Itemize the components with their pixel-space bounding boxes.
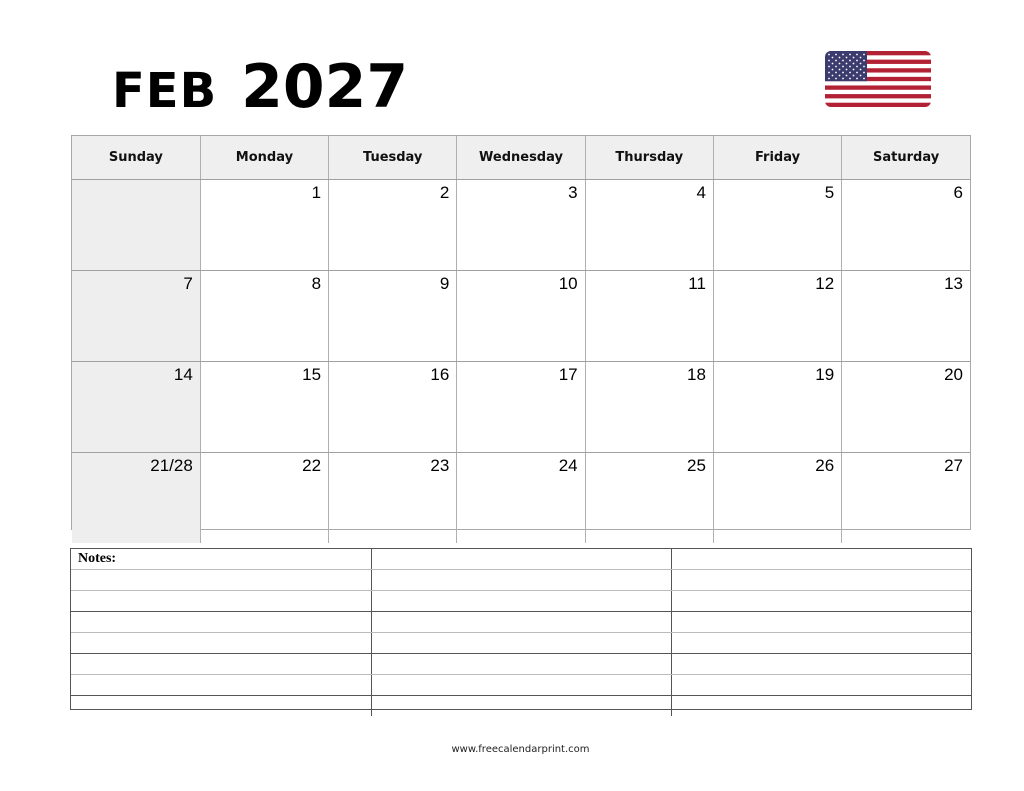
notes-line — [671, 654, 971, 675]
notes-line — [671, 696, 971, 717]
notes-line — [671, 633, 971, 654]
day-cell: 27 — [944, 456, 963, 475]
weekday-header-thursday: Thursday — [585, 136, 713, 180]
month-label: FEB — [112, 63, 218, 119]
weekday-header-wednesday: Wednesday — [457, 136, 585, 180]
notes-line — [671, 675, 971, 696]
year-label: 2027 — [241, 52, 409, 122]
day-cell: 24 — [457, 453, 585, 544]
notes-line — [671, 591, 971, 612]
weekday-header-row — [72, 136, 970, 180]
day-cell: 21/28 — [72, 453, 200, 544]
notes-label: Notes: — [71, 549, 371, 570]
notes-line — [671, 570, 971, 591]
notes-line — [371, 612, 671, 633]
week-row — [72, 180, 970, 271]
weekday-header-monday: Monday — [200, 136, 328, 180]
day-cell: 8 — [200, 271, 328, 362]
us-flag-icon — [825, 51, 931, 107]
day-cell: 16 — [329, 362, 457, 453]
notes-line — [71, 675, 371, 696]
weekday-header-friday: Friday — [713, 136, 841, 180]
notes-line — [371, 633, 671, 654]
notes-line — [671, 612, 971, 633]
notes-line — [371, 654, 671, 675]
day-cell: 23 — [329, 453, 457, 544]
notes-line — [71, 696, 371, 717]
weekday-header-tuesday: Tuesday — [329, 136, 457, 180]
day-cell: 5 — [713, 180, 841, 271]
notes-line — [671, 549, 971, 570]
day-cell: 10 — [457, 271, 585, 362]
notes-line — [371, 591, 671, 612]
day-cell: 26 — [713, 453, 841, 544]
day-cell: 7 — [72, 271, 200, 362]
day-cell: 4 — [585, 180, 713, 271]
notes-line — [71, 654, 371, 675]
day-cell: 11 — [585, 271, 713, 362]
notes-line — [371, 549, 671, 570]
day-cell: 25 — [585, 453, 713, 544]
week-row — [72, 453, 970, 544]
notes-line — [371, 696, 671, 717]
calendar-title — [112, 52, 408, 122]
day-cell: 6 — [842, 180, 970, 271]
notes-line — [71, 591, 371, 612]
day-cell: 14 — [72, 362, 200, 453]
footer-url: www.freecalendarprint.com — [451, 744, 590, 755]
notes-line — [71, 570, 371, 591]
day-cell: 12 — [713, 271, 841, 362]
day-cell: 19 — [713, 362, 841, 453]
notes-section — [70, 548, 972, 710]
notes-line — [371, 675, 671, 696]
day-cell: 9 — [329, 271, 457, 362]
day-cell — [72, 180, 200, 271]
day-cell: 20 — [842, 362, 970, 453]
week-row — [72, 362, 970, 453]
day-cell: 17 — [457, 362, 585, 453]
week-row — [72, 271, 970, 362]
day-cell: 13 — [842, 271, 970, 362]
notes-line — [71, 612, 371, 633]
notes-line — [371, 570, 671, 591]
day-cell: 22 — [200, 453, 328, 544]
day-cell: 2 — [329, 180, 457, 271]
calendar-grid — [71, 135, 971, 530]
notes-line — [71, 633, 371, 654]
weekday-header-saturday: Saturday — [842, 136, 970, 180]
day-cell: 1 — [200, 180, 328, 271]
day-cell: 18 — [585, 362, 713, 453]
day-cell: 3 — [457, 180, 585, 271]
day-cell: 15 — [200, 362, 328, 453]
weekday-header-sunday: Sunday — [72, 136, 200, 180]
